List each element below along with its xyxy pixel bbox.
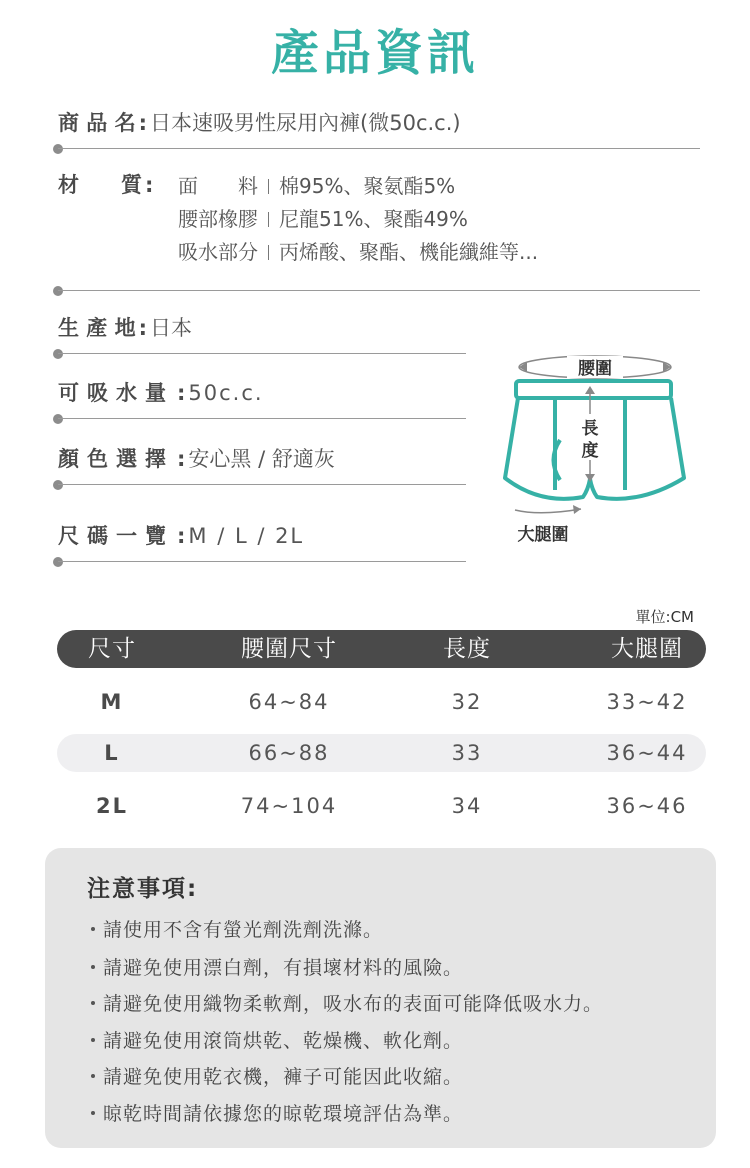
divider [58,418,466,419]
underwear-size-diagram [495,350,695,550]
note-text: 請避免使用滾筒烘乾、乾燥機、軟化劑。 [103,1030,464,1052]
list-item [91,1026,463,1053]
material-list [178,170,538,269]
care-notes-panel [45,848,716,1148]
sizes-value: M / L / 2L [188,524,305,548]
arrow-right-small-icon [573,505,581,514]
cell-size: M [100,690,124,714]
divider-dot [53,414,63,424]
material-value: 丙烯酸、聚酯、機能纖維等... [279,240,539,264]
thigh-arrow [515,509,581,513]
material-line [178,170,538,203]
cell-waist: 66~88 [248,741,330,765]
header-thigh: 大腿圍 [611,636,683,662]
waistband-shape [516,381,671,398]
thigh-label: 大腿圍 [517,525,569,545]
material-label: 材 質 [58,173,142,197]
note-text: 請避免使用乾衣機，褲子可能因此收縮。 [103,1066,464,1088]
separator-bar [268,245,269,260]
cell-length: 32 [451,690,483,714]
origin-label: 生 產 地 [58,316,136,340]
list-item [91,915,383,942]
material-part: 吸水部分 [178,240,258,264]
bullet-dot [91,1038,95,1042]
table-row [57,787,706,825]
note-text: 請使用不含有螢光劑洗劑洗滌。 [103,919,384,941]
material-line [178,203,538,236]
note-text: 請避免使用織物柔軟劑，吸水布的表面可能降低吸水力。 [103,993,604,1015]
separator-bar [268,179,269,194]
unit-label: 單位:CM [635,608,694,626]
table-row [57,683,706,721]
page-title: 產品資訊 [270,25,479,81]
absorption-label: 可吸水量 [58,381,174,405]
colors-row: 顏色選擇 : 安心黑 / 舒適灰 [58,444,335,475]
header-waist: 腰圍尺寸 [241,636,337,662]
separator-bar [268,212,269,227]
cell-length: 34 [451,794,483,818]
material-row: 材 質 : [58,170,156,201]
material-part: 面 料 [178,174,258,198]
cell-thigh: 36~46 [606,794,688,818]
material-part: 腰部橡膠 [178,207,258,231]
colors-value: 安心黑 / 舒適灰 [188,447,335,471]
list-item [91,989,603,1016]
bullet-dot [91,927,95,931]
divider [58,353,466,354]
header-size: 尺寸 [88,636,136,662]
divider [58,561,466,562]
absorption-row: 可吸水量 : 50c.c. [58,378,264,409]
bullet-dot [91,1111,95,1115]
product-name-label: 商 品 名 [58,111,136,135]
note-text: 請避免使用漂白劑，有損壞材料的風險。 [103,957,464,979]
notes-title: 注意事項: [87,876,199,902]
product-name-row: 商 品 名 : 日本速吸男性尿用內褲(微50c.c.) [58,108,461,139]
cell-waist: 64~84 [248,690,330,714]
size-table-header [57,630,706,668]
divider-dot [53,349,63,359]
material-value: 尼龍51%、聚酯49% [279,207,468,231]
origin-value: 日本 [150,316,193,340]
divider [58,484,466,485]
origin-row: 生 產 地 : 日本 [58,313,192,344]
sizes-label: 尺碼一覽 [58,524,174,548]
sizes-row: 尺碼一覽 : M / L / 2L [58,521,304,552]
arrow-up-icon [585,386,595,394]
cell-size: L [104,741,120,765]
length-label-2: 度 [581,441,599,461]
cell-length: 33 [451,741,483,765]
waist-label: 腰圍 [578,359,612,379]
list-item [91,953,463,980]
list-item [91,1062,463,1089]
material-value: 棉95%、聚氨酯5% [279,174,456,198]
colors-label: 顏色選擇 [58,447,174,471]
bullet-dot [91,1074,95,1078]
divider [58,148,700,149]
header-length: 長度 [443,636,491,662]
arrow-down-icon [585,474,595,482]
material-line [178,236,538,269]
divider-dot [53,144,63,154]
cell-size: 2L [96,794,128,818]
cell-thigh: 36~44 [606,741,688,765]
product-name-value: 日本速吸男性尿用內褲(微50c.c.) [150,111,461,135]
divider-dot [53,480,63,490]
bullet-dot [91,1001,95,1005]
divider [58,290,700,291]
note-text: 晾乾時間請依據您的晾乾環境評估為準。 [103,1103,464,1125]
list-item [91,1099,463,1126]
bullet-dot [91,965,95,969]
divider-dot [53,557,63,567]
absorption-value: 50c.c. [188,381,264,405]
cell-thigh: 33~42 [606,690,688,714]
cell-waist: 74~104 [240,794,338,818]
length-label-1: 長 [581,419,599,439]
divider-dot [53,286,63,296]
table-row [57,734,706,772]
